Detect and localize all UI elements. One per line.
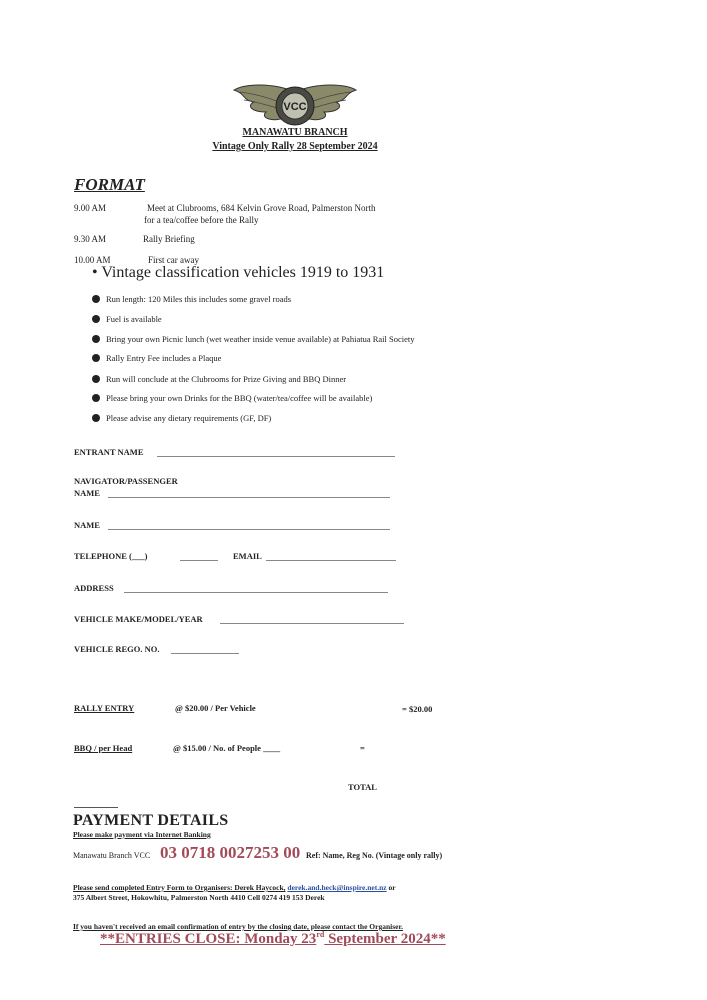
bullet-dot	[92, 354, 100, 362]
rego-label: VEHICLE REGO. NO.	[74, 644, 160, 654]
rego-field[interactable]	[171, 653, 239, 654]
rally-entry-total: = $20.00	[402, 704, 433, 714]
bullet-item: Run will conclude at the Clubrooms for Prize Giving and BBQ Dinner	[92, 374, 346, 384]
navigator-label: NAVIGATOR/PASSENGER	[74, 476, 178, 486]
payment-divider	[74, 807, 118, 808]
organiser-email-link[interactable]: derek.and.heck@inspire.net.nz	[287, 883, 387, 892]
bullet-item: Fuel is available	[92, 314, 162, 324]
second-name-label: NAME	[74, 520, 100, 530]
address-field[interactable]	[124, 592, 388, 593]
payment-heading: PAYMENT DETAILS	[73, 812, 229, 829]
payment-instruction: Please make payment via Internet Banking	[73, 830, 211, 839]
total-label: TOTAL	[348, 782, 377, 792]
address-label: ADDRESS	[74, 583, 114, 593]
schedule-text-3: First car away	[148, 255, 199, 265]
schedule	[74, 203, 574, 263]
email-field[interactable]	[266, 560, 396, 561]
confirmation-note: If you haven't received an email confirmation of entry by the closing date, please contact the Organiser.	[73, 922, 403, 931]
bbq-label: BBQ / per Head	[74, 743, 133, 753]
vehicle-label: VEHICLE MAKE/MODEL/YEAR	[74, 614, 203, 624]
navigator-name-label: NAME	[74, 488, 100, 498]
rally-entry-rate: @ $20.00 / Per Vehicle	[175, 703, 256, 713]
bullet-item: Run length: 120 Miles this includes some gravel roads	[92, 294, 291, 304]
email-label: EMAIL	[233, 551, 262, 561]
vehicle-field[interactable]	[220, 623, 404, 624]
bullet-item: Bring your own Picnic lunch (wet weather inside venue available) at Pahiatua Rail Society	[92, 334, 415, 344]
classification-bullet: • Vintage classification vehicles 1919 to 1931	[92, 264, 385, 281]
payee-name: Manawatu Branch VCC	[73, 851, 151, 860]
bullet-dot	[92, 335, 100, 343]
logo-text: VCC	[283, 101, 307, 113]
rally-title: Vintage Only Rally 28 September 2024	[212, 141, 378, 152]
bullet-item: Please advise any dietary requirements (GF, DF)	[92, 413, 271, 423]
schedule-time-1: 9.00 AM	[74, 203, 107, 213]
rally-entry-label: RALLY ENTRY	[74, 703, 135, 713]
send-entry-line2: 375 Albert Street, Hokowhitu, Palmerston North 4410 Cell 0274 419 153 Derek	[73, 893, 325, 902]
send-entry-line1: Please send completed Entry Form to Organisers: Derek Haycock, derek.and.heck@inspire.net.nz or	[73, 883, 396, 892]
bullet-dot	[92, 414, 100, 422]
navigator-name-field[interactable]	[108, 497, 390, 498]
classification-text: Vintage classification vehicles 1919 to 1931	[101, 264, 385, 281]
telephone-label: TELEPHONE (___)	[74, 551, 148, 561]
schedule-text-1: Meet at Clubrooms, 684 Kelvin Grove Road, Palmerston North	[147, 203, 376, 213]
bank-account-number: 03 0718 0027253 00	[160, 843, 301, 862]
bbq-equals: =	[360, 743, 365, 753]
bullet-item: Rally Entry Fee includes a Plaque	[92, 353, 221, 363]
entrant-name-label: ENTRANT NAME	[74, 447, 144, 457]
schedule-time-2: 9.30 AM	[74, 234, 107, 244]
telephone-field[interactable]	[180, 560, 218, 561]
branch-title: MANAWATU BRANCH	[242, 127, 348, 138]
bbq-rate: @ $15.00 / No. of People ____	[173, 743, 281, 753]
bullet-dot	[92, 295, 100, 303]
payment-reference: Ref: Name, Reg No. (Vintage only rally)	[306, 851, 443, 860]
bullet-dot	[92, 375, 100, 383]
schedule-text-1b: for a tea/coffee before the Rally	[144, 215, 259, 225]
bullet-item: Please bring your own Drinks for the BBQ (water/tea/coffee will be available)	[92, 393, 372, 403]
schedule-text-2: Rally Briefing	[143, 234, 195, 244]
format-heading: FORMAT	[74, 175, 145, 194]
entries-close-banner: **ENTRIES CLOSE: Monday 23rd September 2024**	[100, 930, 446, 947]
vcc-winged-logo	[232, 82, 358, 130]
schedule-time-3: 10.00 AM	[74, 255, 111, 265]
entrant-name-field[interactable]	[157, 456, 395, 457]
second-name-field[interactable]	[108, 529, 390, 530]
bullet-dot	[92, 394, 100, 402]
bullet-dot	[92, 315, 100, 323]
